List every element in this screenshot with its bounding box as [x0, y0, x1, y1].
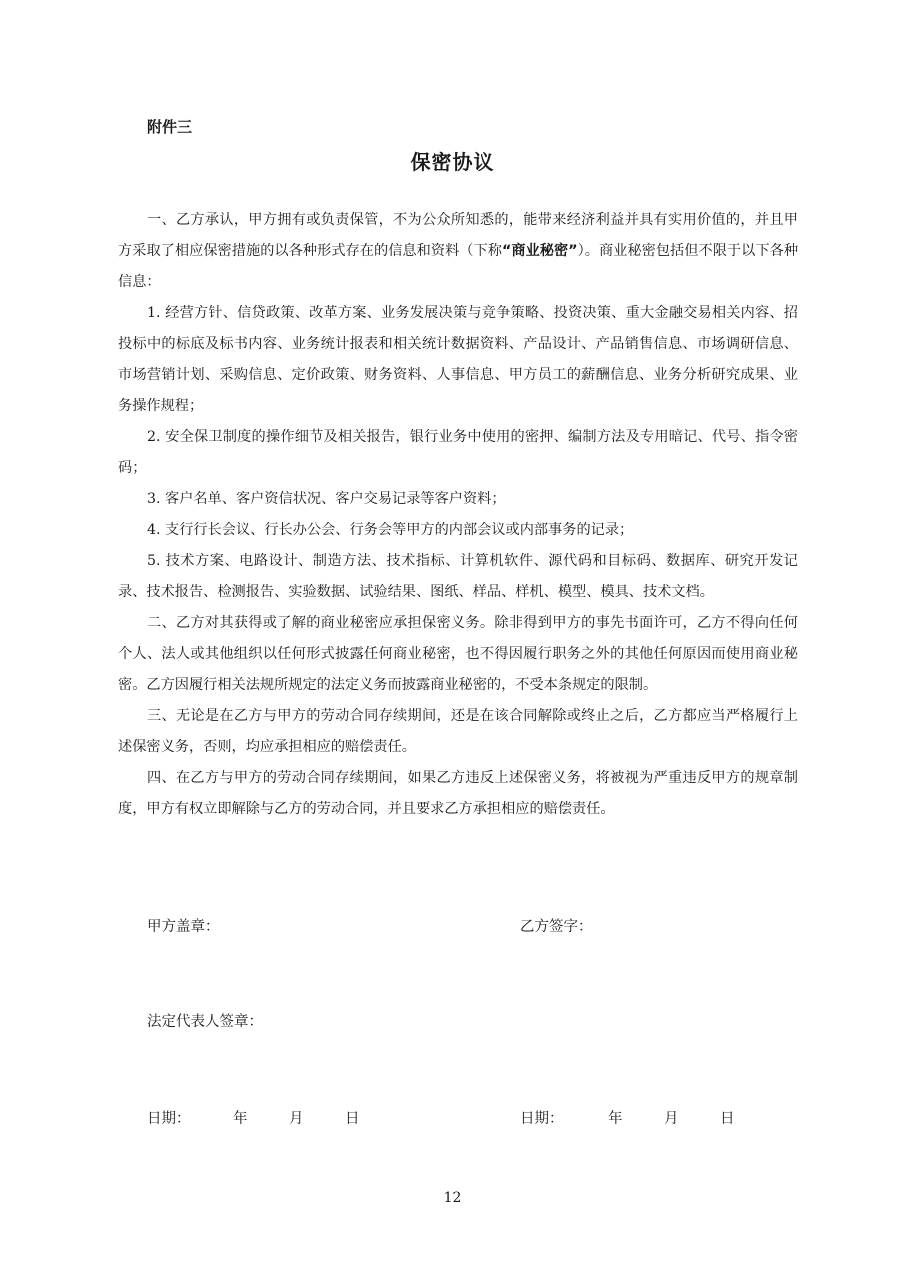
year-label: 年 — [608, 1111, 623, 1127]
list-item-3: 3. 客户名单、客户资信状况、客户交易记录等客户资料； — [147, 491, 506, 507]
list-item-2: 2. 安全保卫制度的操作细节及相关报告，银行业务中使用的密押、编制方法及专用暗记、代号、指令密码； — [118, 429, 798, 476]
day-label: 日 — [345, 1111, 360, 1127]
clause-1-text-a: 一、乙方承认，甲方拥有或负责保管，不为公众所知悉的，能带来经济利益并具有实用价值的，并且甲方采取了相应保密措施的以各种形式存在的信息和资料（下称 — [118, 212, 798, 259]
list-item-5: 5. 技术方案、电路设计、制造方法、技术指标、计算机软件、源代码和目标码、数据库、研究开发记录、技术报告、检测报告、实验数据、试验结果、图纸、样品、样机、模型、模具、技术文档。 — [118, 553, 798, 600]
agreement-body — [118, 205, 798, 825]
party-b-date — [520, 1107, 820, 1131]
list-item-1: 1. 经营方针、信贷政策、改革方案、业务发展决策与竞争策略、投资决策、重大金融交易相关内容、招投标中的标底及标书内容、业务统计报表和相关统计数据资料、产品设计、产品销售信息、市场调研信息、市场营销计划、采购信息、定价政策、财务资料、人事信息、甲方员工的薪酬信息、业务分析研究成果、业务操作规程； — [118, 305, 798, 414]
month-label: 月 — [289, 1111, 304, 1127]
party-a-seal-label: 甲方盖章： — [147, 919, 220, 935]
attachment-label: 附件三 — [147, 118, 193, 136]
party-a-date — [147, 1107, 447, 1131]
list-item-4: 4. 支行行长会议、行长办公会、行务会等甲方的内部会议或内部事务的记录； — [147, 522, 634, 538]
legal-rep-label: 法定代表人签章： — [147, 1014, 263, 1030]
party-b-sign-label: 乙方签字： — [520, 919, 593, 935]
date-label: 日期： — [520, 1111, 564, 1127]
year-label: 年 — [233, 1111, 248, 1127]
document-title: 保密协议 — [410, 150, 495, 174]
month-label: 月 — [664, 1111, 679, 1127]
trade-secret-term: “商业秘密” — [501, 243, 578, 259]
clause-4: 四、在乙方与甲方的劳动合同存续期间，如果乙方违反上述保密义务，将被视为严重违反甲方的规章制度，甲方有权立即解除与乙方的劳动合同，并且要求乙方承担相应的赔偿责任。 — [118, 770, 798, 817]
date-label: 日期： — [147, 1111, 191, 1127]
clause-1 — [118, 205, 798, 298]
clause-2: 二、乙方对其获得或了解的商业秘密应承担保密义务。除非得到甲方的事先书面许可，乙方不得向任何个人、法人或其他组织以任何形式披露任何商业秘密，也不得因履行职务之外的其他任何原因而使用商业秘密。乙方因履行相关法规所规定的法定义务而披露商业秘密的，不受本条规定的限制。 — [118, 615, 798, 693]
clause-3: 三、无论是在乙方与甲方的劳动合同存续期间，还是在该合同解除或终止之后，乙方都应当严格履行上述保密义务，否则，均应承担相应的赔偿责任。 — [118, 708, 798, 755]
page-number: 12 — [443, 1190, 462, 1206]
day-label: 日 — [720, 1111, 735, 1127]
clause-1-text-b: ）。商业秘密包括但不限于以下各种信息： — [118, 243, 799, 290]
